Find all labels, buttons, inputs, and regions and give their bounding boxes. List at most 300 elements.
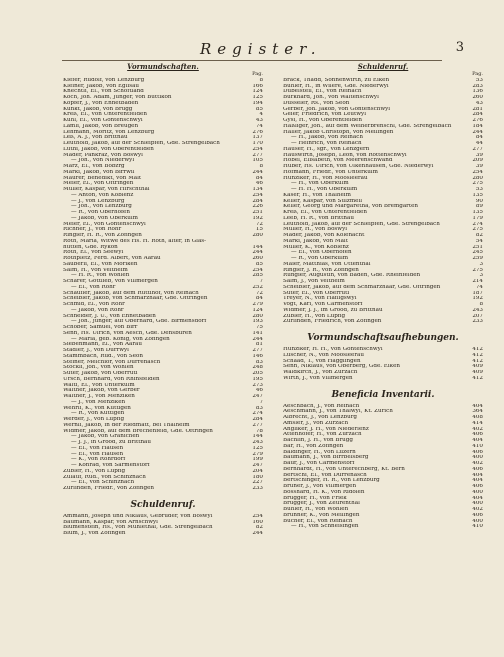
entry-page: 412 xyxy=(472,358,483,364)
entry-page: 82 xyxy=(475,233,483,238)
entry-name: Wirth, J., von Villmergen xyxy=(283,375,353,381)
entry-name: Leuthold, Jakob, auf der Schleipfen, Gde. Strengelbach xyxy=(63,141,220,146)
entry-page: 4 xyxy=(259,112,263,118)
entry-page: 74 xyxy=(475,284,483,290)
entry-page: 273 xyxy=(252,382,263,388)
entry-name: Hofmann, Friedr., von Unterkulm xyxy=(283,169,378,175)
entry-name: — H., von Schneisingen xyxy=(291,524,359,530)
entry-name: Baumann, J., von Birrbelsberg xyxy=(283,455,369,461)
entry-page: 72 xyxy=(255,290,263,296)
entry-name: Baumann, Kaspar, von Arnschwyl xyxy=(63,519,158,525)
entry-name: Bernhardt, H., von Unterechberg, Kt. Bern xyxy=(283,466,405,472)
entry-page: 243 xyxy=(252,440,263,445)
entry-name: Blum, J., von Zofingen xyxy=(63,531,126,536)
entry-page: 276 xyxy=(472,118,483,123)
entry-name: Zubler, H., von Lupfig xyxy=(283,313,346,319)
entry-page: 75 xyxy=(255,325,263,330)
entry-name: Käser, H., von Thalheim xyxy=(283,192,351,198)
entry-name: Kreß, El., von Unterentfelden xyxy=(283,210,367,215)
left-entry-list xyxy=(63,78,263,492)
entry-page: 274 xyxy=(252,411,263,417)
right-entry-list-2 xyxy=(283,347,483,382)
entry-name: Suter, El., von Oberrüti xyxy=(283,290,350,296)
entry-page: 194 xyxy=(252,100,263,106)
entry-page: 144 xyxy=(252,244,263,250)
entry-page: 254 xyxy=(252,513,263,519)
entry-name: Bühler, H., in Wilere, Gde. Niederwyl xyxy=(283,83,389,89)
entry-name: Scheibler, Jakob, auf dem Schmarzhaar, Gde. Oftringen xyxy=(283,284,441,290)
entry-page: 245 xyxy=(472,250,483,256)
entry-page: 81 xyxy=(255,342,263,348)
entry-page: 274 xyxy=(472,221,483,227)
entry-name: Aeschmann, J., von Thalwyl, Kt. Zürich xyxy=(283,409,393,415)
entry-name: — J., von Menziken xyxy=(71,399,126,405)
entry-page: 400 xyxy=(472,518,483,524)
entry-name: Aeschbach, J., von Reinach xyxy=(283,403,360,409)
entry-name: — H. R., von Wohlen xyxy=(71,273,130,279)
entry-page: 125 xyxy=(252,445,263,451)
entry-page: 226 xyxy=(252,204,263,210)
entry-page: 192 xyxy=(252,215,263,221)
entry-name: Gysi, H., von Oberentfelden xyxy=(283,118,362,123)
entry-name: Dubelsteil, El., von Reinach xyxy=(283,89,362,95)
entry-name: Wernli, Jakob, in der Riedmatt, bei Thalheim xyxy=(63,422,190,428)
entry-name: Stammbach, Rud., von Seon xyxy=(63,353,143,359)
entry-name: Rothpletz, Ferd. Albert, von Aarau xyxy=(63,256,161,261)
entry-page: 160 xyxy=(252,519,263,525)
entry-page: 144 xyxy=(252,434,263,440)
entry-name: Salm, J., von Veltheim xyxy=(283,279,345,284)
entry-name: Köpfer, J., von Ennetbaden xyxy=(63,100,139,106)
entry-name: — Joh., jünger, auf Oberhard, Gde. Birmensdorf xyxy=(71,319,207,325)
entry-page: 135 xyxy=(472,210,483,215)
entry-name: Mäder, Jakob, von Kölenacht xyxy=(283,233,365,238)
entry-name: Vogt, Karl, von Carmenstorf xyxy=(283,302,363,307)
entry-page: 136 xyxy=(472,89,483,95)
entry-name: Wälti, El., von Unterkulm xyxy=(63,382,135,388)
entry-name: Kunkt, Jakob, von Brugg xyxy=(63,106,133,112)
entry-name: Waldkirch, J., von Zurzach xyxy=(283,370,358,375)
entry-page: 214 xyxy=(472,279,483,284)
entry-name: Leeb, H. R., von Brittnau xyxy=(283,215,354,221)
entry-name: Roth, Maria, Witwe des Hs. H. Roth, älter, in Glas- xyxy=(63,238,207,244)
entry-page: 248 xyxy=(252,365,263,371)
entry-name: Müller, H., von Boswyl xyxy=(283,227,348,233)
entry-name: Müller, Kaspar, von Hirschthal xyxy=(63,187,150,192)
entry-name: — Heinrich, von Reinach xyxy=(291,141,362,146)
entry-page: 284 xyxy=(472,112,483,118)
entry-page: 243 xyxy=(472,307,483,313)
entry-name: Zubler, H., von Lupfig xyxy=(63,468,126,474)
entry-name: Kiefer, Rudolf, von Lenzburg xyxy=(63,77,145,83)
entry-page: 54 xyxy=(475,238,483,244)
entry-name: — Maria, geb. König, von Zofingen xyxy=(71,336,170,342)
entry-name: Amsler, J., von Zurzach xyxy=(283,420,349,426)
entry-name: Bucher, El., von Reinach xyxy=(283,518,353,524)
entry-page: 402 xyxy=(472,426,483,432)
page-title: Register. xyxy=(200,40,322,58)
entry-name: — R., von Küttigen xyxy=(71,411,125,417)
entry-name: Attenhofer, H., von Zurzach xyxy=(283,432,362,438)
entry-name: Schmid, El., von Rohr xyxy=(63,302,125,307)
entry-name: Hunziker, H., von Moosleerau xyxy=(283,175,368,181)
entry-page: 3 xyxy=(479,273,483,279)
entry-name: Hunziker, H. H., von Gontenschwyl xyxy=(283,347,383,352)
entry-name: Kreß, El., von Unterentfelden xyxy=(63,112,147,118)
entry-name: Schaufler, Jakob, auf dem Rüttihof, von Reinach xyxy=(63,290,199,296)
entry-name: Lämli, Jakob, von Breugen xyxy=(63,123,139,129)
entry-name: Ammann, Joseph und Niklaus, Gebrüder, von Boswyl xyxy=(63,513,213,519)
entry-page: 124 xyxy=(252,307,263,313)
entry-name: — H. H., von Oberkulm xyxy=(291,187,358,192)
entry-page: 281 xyxy=(472,106,483,112)
entry-page: 275 xyxy=(472,267,483,273)
entry-name: Blümenstein, Hs., von Mühlethal, Gde. Strengelbach xyxy=(63,525,213,531)
right-column-heading: Schuldenruf. xyxy=(357,62,409,71)
entry-page: 199 xyxy=(252,457,263,463)
entry-page: 404 xyxy=(472,403,483,409)
entry-name: — Anton, von Koblenz xyxy=(71,192,134,198)
left-entry-list-2 xyxy=(63,514,263,537)
section-title-aufhebungen: Vormundschaftsaufhebungen. xyxy=(307,333,459,343)
entry-page: 244 xyxy=(252,250,263,256)
entry-name: — J., von Lenzburg xyxy=(71,198,125,204)
entry-page: 406 xyxy=(472,449,483,455)
entry-page: 180 xyxy=(252,474,263,480)
entry-page: 275 xyxy=(472,181,483,187)
entry-name: Kleiner, Jakob, von Eglisau xyxy=(63,83,140,89)
entry-name: Lehmann, Moritz, von Lenzburg xyxy=(63,129,155,135)
entry-name: Huber, Hs. Ulrich, von Ulkenhausen, Gde. Niederwyl xyxy=(283,164,434,169)
entry-page: 409 xyxy=(472,370,483,375)
entry-name: März, El., von Böbzrg xyxy=(63,164,125,169)
entry-name: Richner, J., von Rohr xyxy=(63,227,122,233)
entry-page: 85 xyxy=(255,261,263,267)
entry-name: Angliker, J. H., von Niederlenz xyxy=(283,426,369,432)
pag-label: Pag. xyxy=(472,71,483,77)
entry-page: 251 xyxy=(472,244,483,250)
entry-page: 78 xyxy=(255,428,263,434)
entry-page: 283 xyxy=(472,83,483,89)
entry-page: 259 xyxy=(472,256,483,261)
entry-name: Bär, H., von Zofingen xyxy=(283,443,344,449)
header-rule xyxy=(62,60,442,61)
entry-page: 84 xyxy=(255,175,263,181)
entry-page: 254 xyxy=(252,146,263,152)
entry-page: 406 xyxy=(472,484,483,489)
entry-name: Roth, El., von Seewyl xyxy=(63,250,124,256)
entry-name: Maurer, Benedikt, von Malt xyxy=(63,175,142,181)
entry-name: Baldinger, H., von Lüzern xyxy=(283,449,356,455)
entry-name: — Joh., von Lenzburg xyxy=(71,204,132,210)
register-entry xyxy=(283,319,483,325)
entry-page: 43 xyxy=(475,100,483,106)
entry-page: 244 xyxy=(252,336,263,342)
entry-page: 7 xyxy=(259,279,263,284)
entry-page: 410 xyxy=(472,443,483,449)
entry-page: 124 xyxy=(252,89,263,95)
entry-name: — H., von Oberkulm xyxy=(291,181,349,187)
entry-name: — El., von Hausen xyxy=(71,451,124,457)
entry-name: Geier, Friedrich, von Leutwyl xyxy=(283,112,367,118)
entry-page: 364 xyxy=(472,409,483,415)
entry-page: 277 xyxy=(252,348,263,353)
entry-name: Keller, Kaspar, von Sulzmeil xyxy=(283,198,363,204)
entry-name: Hauser, H., sgr., von Lenzgern xyxy=(283,146,370,152)
entry-name: — El., von Schinznach xyxy=(71,480,135,486)
entry-name: Gerber, Joh. Jakob, von Gontenschwyl xyxy=(283,106,391,112)
entry-name: Walther, J., von Menziken xyxy=(63,394,135,399)
entry-name: Düsseler, Rs., von Seon xyxy=(283,100,350,106)
entry-name: Werder, J., von Lupfig xyxy=(63,417,125,422)
entry-page: 193 xyxy=(252,319,263,325)
entry-name: Bächlin, J. H., von Brugg xyxy=(283,438,353,443)
entry-name: — Joh., von Niederwyl xyxy=(71,158,135,164)
entry-page: 8 xyxy=(259,77,263,83)
entry-page: 400 xyxy=(472,489,483,495)
register-entry xyxy=(63,486,263,492)
entry-page: 46 xyxy=(255,181,263,187)
entry-page: 90 xyxy=(475,198,483,204)
entry-page: 7 xyxy=(259,399,263,405)
entry-name: Schärer, Gottlieb, von Villmergen xyxy=(63,279,158,284)
entry-page: 254 xyxy=(472,169,483,175)
entry-name: Leuthold, Jakob, auf der Schleipfen, Gde. Strengelbach xyxy=(283,221,440,227)
entry-name: Koch, Joh. Adam, Jünger, von Büttikon xyxy=(63,95,172,100)
entry-page: 204 xyxy=(252,468,263,474)
entry-page: 146 xyxy=(252,353,263,359)
entry-name: — Jakob, von Rohr xyxy=(71,307,124,313)
entry-page: 72 xyxy=(255,221,263,227)
entry-name: — K., von Rohrdorf xyxy=(71,457,126,463)
entry-name: Märki, Jakob, von Malt xyxy=(283,238,348,244)
entry-page: 85 xyxy=(255,106,263,112)
entry-name: Müller, K., von Koblenz xyxy=(283,244,349,250)
right-column xyxy=(283,72,483,530)
entry-page: 134 xyxy=(252,187,263,192)
entry-name: Widmer, J. J., im Grood, zu Brittnau xyxy=(283,307,383,313)
entry-name: Widmer, Jakob, auf dem Brechenfeld, Gde. Oftringen xyxy=(63,428,213,434)
entry-name: Bertschi, El., von Dürrenäsch xyxy=(283,472,367,478)
entry-name: Brunner, K., von Meilingen xyxy=(283,512,360,518)
entry-name: Kühl, El., von Gontenschwyl xyxy=(63,118,143,123)
entry-page: 400 xyxy=(472,501,483,507)
entry-page: 83 xyxy=(255,359,263,365)
entry-page: 404 xyxy=(472,472,483,478)
entry-page: 412 xyxy=(472,375,483,381)
left-column-heading: Vormundschaften. xyxy=(127,62,199,71)
entry-page: 247 xyxy=(252,394,263,399)
entry-page: 254 xyxy=(252,192,263,198)
entry-page: 404 xyxy=(472,478,483,484)
entry-name: Meier, El., von Gontenschwyl xyxy=(63,221,146,227)
section-title-schuldenruf: Schuldenruf. xyxy=(130,499,196,510)
entry-page: 8 xyxy=(479,302,483,307)
entry-page: 402 xyxy=(472,461,483,466)
entry-name: — Konrad, von Sarmenstorf xyxy=(71,463,150,468)
entry-page: 8 xyxy=(259,164,263,169)
entry-name: Baur, J., von Carmenstorf xyxy=(283,461,355,466)
entry-page: 275 xyxy=(472,227,483,233)
section-title-inventarii: Beneficia Inventarii. xyxy=(331,389,435,400)
entry-page: 179 xyxy=(472,215,483,221)
entry-page: 43 xyxy=(255,118,263,123)
entry-name: Bosshard, H. K., von Ridolen xyxy=(283,489,365,495)
entry-name: Bruner, J., von Villmergen xyxy=(283,484,357,489)
entry-name: Brugger, H., von Friek xyxy=(283,495,347,501)
entry-name: Brugger, J., von Zeurenthal xyxy=(283,501,360,507)
entry-page: 244 xyxy=(252,531,263,536)
entry-page: 285 xyxy=(252,273,263,279)
entry-name: — R., von Oberkulm xyxy=(291,256,349,261)
entry-page: 44 xyxy=(475,141,483,146)
entry-name: Häßliger, Joh., auf dem Weiherbrenschl, Gde. Strengelbach xyxy=(283,123,452,129)
right-entry-list xyxy=(283,78,483,325)
entry-page: 410 xyxy=(472,524,483,530)
register-entry xyxy=(283,376,483,382)
entry-name: Ringier, H. R., von Zofingen xyxy=(63,233,142,238)
entry-name: — Jakob, von Gränichen xyxy=(71,434,140,440)
entry-page: 166 xyxy=(252,83,263,89)
entry-name: Senn, Hs. Ulrich, von Aesch, Gde. Densbüren xyxy=(63,330,192,336)
entry-name: Schober, Samuel, von Birr xyxy=(63,325,138,330)
entry-page: 209 xyxy=(472,158,483,164)
entry-page: 408 xyxy=(472,415,483,420)
entry-page: 251 xyxy=(252,210,263,215)
entry-page: 74 xyxy=(255,123,263,129)
entry-page: 412 xyxy=(472,352,483,358)
entry-page: 135 xyxy=(472,192,483,198)
entry-page: 402 xyxy=(472,507,483,512)
entry-name: Haller, Jakob Christoph, von Meilingen xyxy=(283,129,394,135)
entry-name: Leß, A. J., von Brittnau xyxy=(63,135,128,141)
entry-page: 170 xyxy=(252,141,263,146)
entry-name: Säuberli, El., von Möriken xyxy=(63,261,138,267)
entry-page: 53 xyxy=(475,77,483,83)
entry-name: Senn, Niklaus, von Oberberg, Gde. Eiken xyxy=(283,364,400,370)
entry-name: Schneider, J. U., von Ennetbaden xyxy=(63,313,156,319)
entry-page: 205 xyxy=(252,371,263,376)
entry-name: Knechtli, El., von Schöftland xyxy=(63,89,144,95)
entry-name: Albrecht, J., von Lenzburg xyxy=(283,415,357,420)
entry-name: Suter, Jakob, von Oberrüti xyxy=(63,371,138,376)
entry-name: Meier, El., von Oftringen xyxy=(63,181,134,187)
entry-page: 207 xyxy=(472,313,483,319)
entry-name: — El., von Oberhofen xyxy=(291,250,352,256)
page-header xyxy=(0,40,504,58)
entry-name: Hobel, Elisabeth, von Meerenschwand xyxy=(283,158,393,164)
entry-name: Schaad, T., von Hägglingen xyxy=(283,358,361,364)
entry-page: 260 xyxy=(472,95,483,100)
entry-name: — J. J., in Grood, zu Brittnau xyxy=(71,440,151,445)
entry-page: 280 xyxy=(252,313,263,319)
entry-name: Lüscher, N., von Moosleerau xyxy=(283,352,364,358)
entry-name: Walther, Jakob, von Gerber xyxy=(63,388,140,394)
entry-name: Brack, Thadd, Sonnenwirth, zu Eiken xyxy=(283,77,390,83)
entry-name: Siebenmann, El., von Aarau xyxy=(63,342,142,348)
entry-name: Stadler, J., von Dürrwyl xyxy=(63,348,129,353)
entry-page: 279 xyxy=(252,302,263,307)
entry-name: Steiner, Melchior, von Dürrenäsch xyxy=(63,359,161,365)
entry-page: 83 xyxy=(255,405,263,411)
entry-name: — El., von Rohr xyxy=(71,284,116,290)
entry-page: 247 xyxy=(252,463,263,468)
entry-name: hütten, Gde. Rykon xyxy=(63,244,118,250)
entry-page: 406 xyxy=(472,512,483,518)
entry-page: 414 xyxy=(472,420,483,426)
entry-name: Märki, Jakob, von Birrwil xyxy=(63,169,135,175)
entry-name: Bühler, H., von Wohlen xyxy=(283,507,349,512)
entry-name: — H., Jakob, von Reinach xyxy=(291,135,363,141)
entry-page: 400 xyxy=(472,455,483,461)
entry-page: 277 xyxy=(252,422,263,428)
entry-page: 39 xyxy=(475,152,483,158)
entry-page: 227 xyxy=(252,480,263,486)
entry-page: 53 xyxy=(475,187,483,192)
entry-page: 244 xyxy=(252,169,263,175)
entry-page: 279 xyxy=(252,451,263,457)
entry-name: — El., von Hausen xyxy=(71,445,124,451)
entry-page: 141 xyxy=(252,330,263,336)
entry-page: 82 xyxy=(255,525,263,531)
entry-name: Zurlinden, Friedr., von Zofingen xyxy=(63,486,155,491)
entry-page: 404 xyxy=(472,495,483,501)
entry-page: 409 xyxy=(472,364,483,370)
entry-page: 84 xyxy=(255,296,263,302)
entry-name: Ringier, J. R., von Zofingen xyxy=(283,267,359,273)
entry-page: 105 xyxy=(252,158,263,164)
entry-name: Zurlinden, Friedrich, von Zofingen xyxy=(283,319,382,325)
entry-name: — Jakob, von Oberkulm xyxy=(71,215,138,221)
entry-name: Hauswirth, Joseph, Leon, von Rottenschwyl xyxy=(283,152,407,158)
entry-page: 125 xyxy=(252,95,263,100)
entry-page: 406 xyxy=(472,466,483,472)
entry-page: 89 xyxy=(475,204,483,210)
entry-page: 15 xyxy=(255,227,263,233)
left-column xyxy=(63,72,263,537)
entry-page: 404 xyxy=(472,438,483,443)
entry-page: 284 xyxy=(252,417,263,422)
entry-name: Wehrli, K., von Küttigen xyxy=(63,405,131,411)
entry-name: Scheibler, Jakob, von Schmarzhaar, Gde. Oftringen xyxy=(63,296,208,302)
entry-page: 192 xyxy=(472,296,483,302)
entry-page: 137 xyxy=(252,135,263,141)
entry-page: 252 xyxy=(252,284,263,290)
entry-page: 233 xyxy=(472,319,483,325)
entry-name: Rüngier, Augustin, von Baden, Gde. Rheinfelden xyxy=(283,273,421,279)
entry-page: 233 xyxy=(252,486,263,491)
entry-name: — R., von Oberhofen xyxy=(71,210,130,215)
entry-name: Stöckli, Joh., von Wohlen xyxy=(63,365,134,371)
entry-name: Ursch, Bernhard, von Rhinsfelden xyxy=(63,376,160,382)
entry-page: 412 xyxy=(472,347,483,352)
entry-page: 277 xyxy=(252,152,263,158)
entry-page: 284 xyxy=(252,198,263,204)
entry-name: Salm, H., von Veltheim xyxy=(63,267,128,273)
entry-page: 254 xyxy=(252,267,263,273)
entry-page: 277 xyxy=(472,146,483,152)
entry-name: Burkhard, Joh., von Waltenschwyl xyxy=(283,95,379,100)
register-entry xyxy=(283,524,483,530)
entry-name: Treyer, N., von Häfligswyl xyxy=(283,296,357,302)
entry-name: Maier, Matthias, von Uttenthal xyxy=(283,261,371,267)
entry-page: 280 xyxy=(472,175,483,181)
entry-name: Zulauf, Rud., von Schinznach xyxy=(63,474,146,480)
entry-name: Bertschinger, H. R., von Lenzburg xyxy=(283,478,380,484)
entry-page: 244 xyxy=(472,129,483,135)
entry-name: Mäder, Pankraz, von Boswyl xyxy=(63,152,143,158)
entry-page: 84 xyxy=(475,135,483,141)
